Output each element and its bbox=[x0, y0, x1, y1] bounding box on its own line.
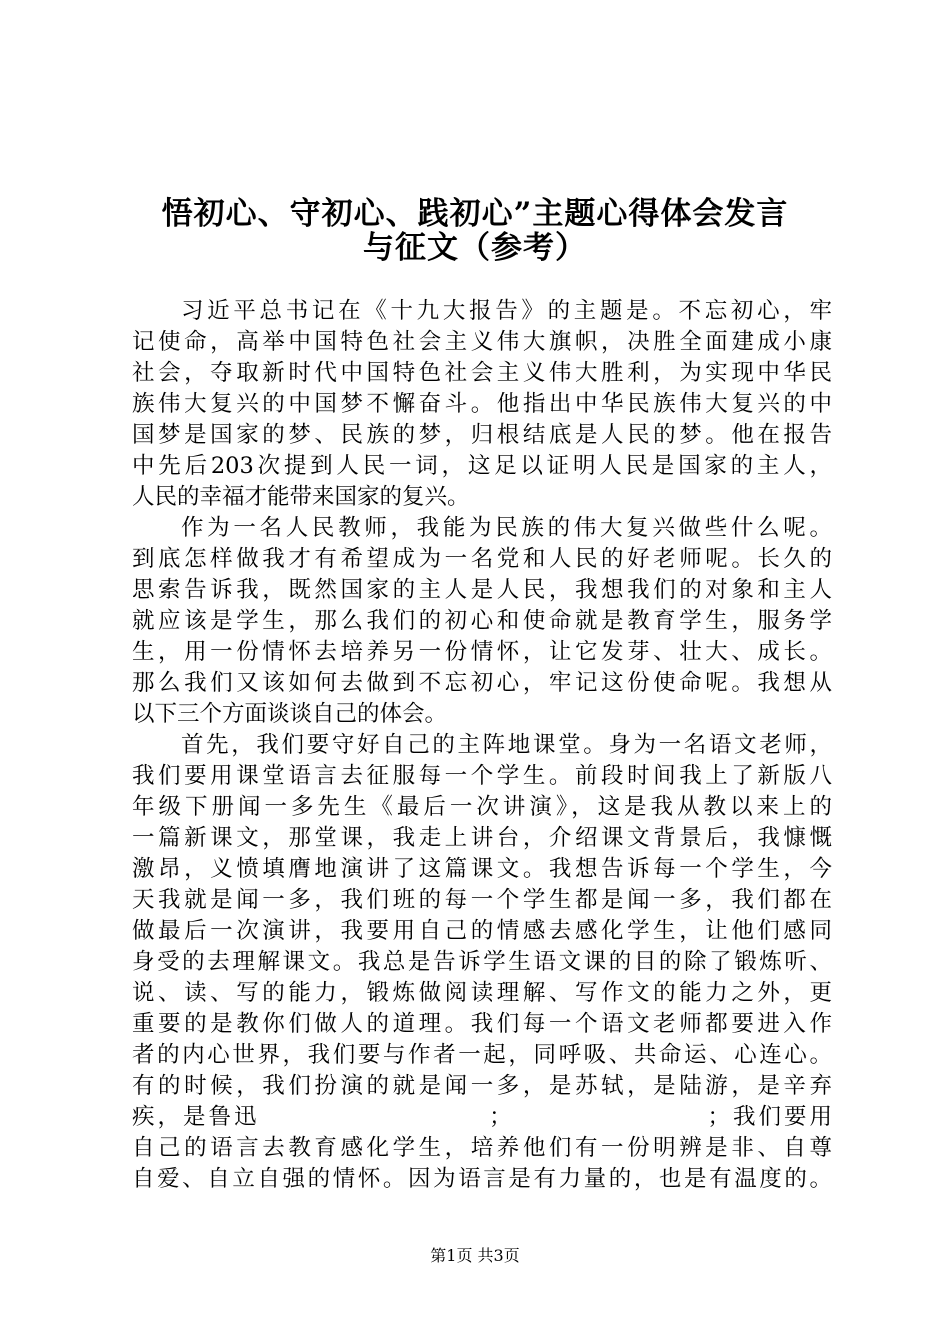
text-line: 族伟大复兴的中国梦不懈奋斗。他指出中华民族伟大复兴的中 bbox=[132, 391, 832, 417]
text-line: 那么我们又该如何去做到不忘初心，牢记这份使命呢。我想从 bbox=[132, 670, 832, 696]
text-line: 做最后一次演讲，我要用自己的情感去感化学生，让他们感同 bbox=[132, 918, 832, 944]
text-line: 有的时候，我们扮演的就是闻一多，是苏轼，是陆游，是辛弃 bbox=[132, 1073, 832, 1099]
text-line: 思索告诉我，既然国家的主人是人民，我想我们的对象和主人 bbox=[132, 577, 832, 603]
text-line: 习近平总书记在《十九大报告》的主题是。不忘初心，牢 bbox=[181, 298, 832, 324]
text-line: 重要的是教你们做人的道理。我们每一个语文老师都要进入作 bbox=[132, 1011, 832, 1037]
text-line: 国梦是国家的梦、民族的梦，归根结底是人民的梦。他在报告 bbox=[132, 422, 832, 448]
text-line: 社会，夺取新时代中国特色社会主义伟大胜利，为实现中华民 bbox=[132, 360, 832, 386]
text-line: 我们要用课堂语言去征服每一个学生。前段时间我上了新版八 bbox=[132, 763, 832, 789]
document-title-line-1: 悟初心、守初心、践初心”主题心得体会发言 bbox=[161, 196, 789, 232]
document-title-line-2: 与征文（参考） bbox=[363, 230, 587, 266]
text-line: 身受的去理解课文。我总是告诉学生语文课的目的除了锻炼听、 bbox=[132, 949, 832, 975]
text-line: 年级下册闻一多先生《最后一次讲演》，这是我从教以来上的 bbox=[132, 794, 832, 820]
text-line: 自己的语言去教育感化学生，培养他们有一份明辨是非、自尊 bbox=[132, 1135, 832, 1161]
text-line: 激昂，义愤填膺地演讲了这篇课文。我想告诉每一个学生，今 bbox=[132, 856, 832, 882]
text-line: 疾，是鲁迅 ； ；我们要用 bbox=[132, 1104, 832, 1130]
text-line: 说、读、写的能力，锻炼做阅读理解、写作文的能力之外，更 bbox=[132, 980, 832, 1006]
page-footer: 第1页 共3页 bbox=[430, 1246, 520, 1265]
text-line: 就应该是学生，那么我们的初心和使命就是教育学生，服务学 bbox=[132, 608, 832, 634]
text-line: 到底怎样做我才有希望成为一名党和人民的好老师呢。长久的 bbox=[132, 546, 832, 572]
text-line: 作为一名人民教师，我能为民族的伟大复兴做些什么呢。 bbox=[181, 515, 832, 541]
document-body bbox=[132, 296, 832, 1195]
text-line: 中先后203次提到人民一词，这足以证明人民是国家的主人， bbox=[132, 453, 832, 479]
text-line: 者的内心世界，我们要与作者一起，同呼吸、共命运、心连心。 bbox=[132, 1042, 832, 1068]
text-line: 自爱、自立自强的情怀。因为语言是有力量的，也是有温度的。 bbox=[132, 1166, 832, 1192]
text-line: 首先，我们要守好自己的主阵地课堂。身为一名语文老师， bbox=[181, 732, 832, 758]
text-line: 人民的幸福才能带来国家的复兴。 bbox=[132, 484, 470, 510]
text-line: 记使命，高举中国特色社会主义伟大旗帜，决胜全面建成小康 bbox=[132, 329, 832, 355]
text-line: 生，用一份情怀去培养另一份情怀，让它发芽、壮大、成长。 bbox=[132, 639, 832, 665]
paragraph-3 bbox=[132, 730, 832, 1195]
text-line: 天我就是闻一多，我们班的每一个学生都是闻一多，我们都在 bbox=[132, 887, 832, 913]
paragraph-1 bbox=[132, 296, 832, 513]
paragraph-2 bbox=[132, 513, 832, 730]
text-line: 以下三个方面谈谈自己的体会。 bbox=[132, 701, 448, 727]
text-line: 一篇新课文，那堂课，我走上讲台，介绍课文背景后，我慷慨 bbox=[132, 825, 832, 851]
